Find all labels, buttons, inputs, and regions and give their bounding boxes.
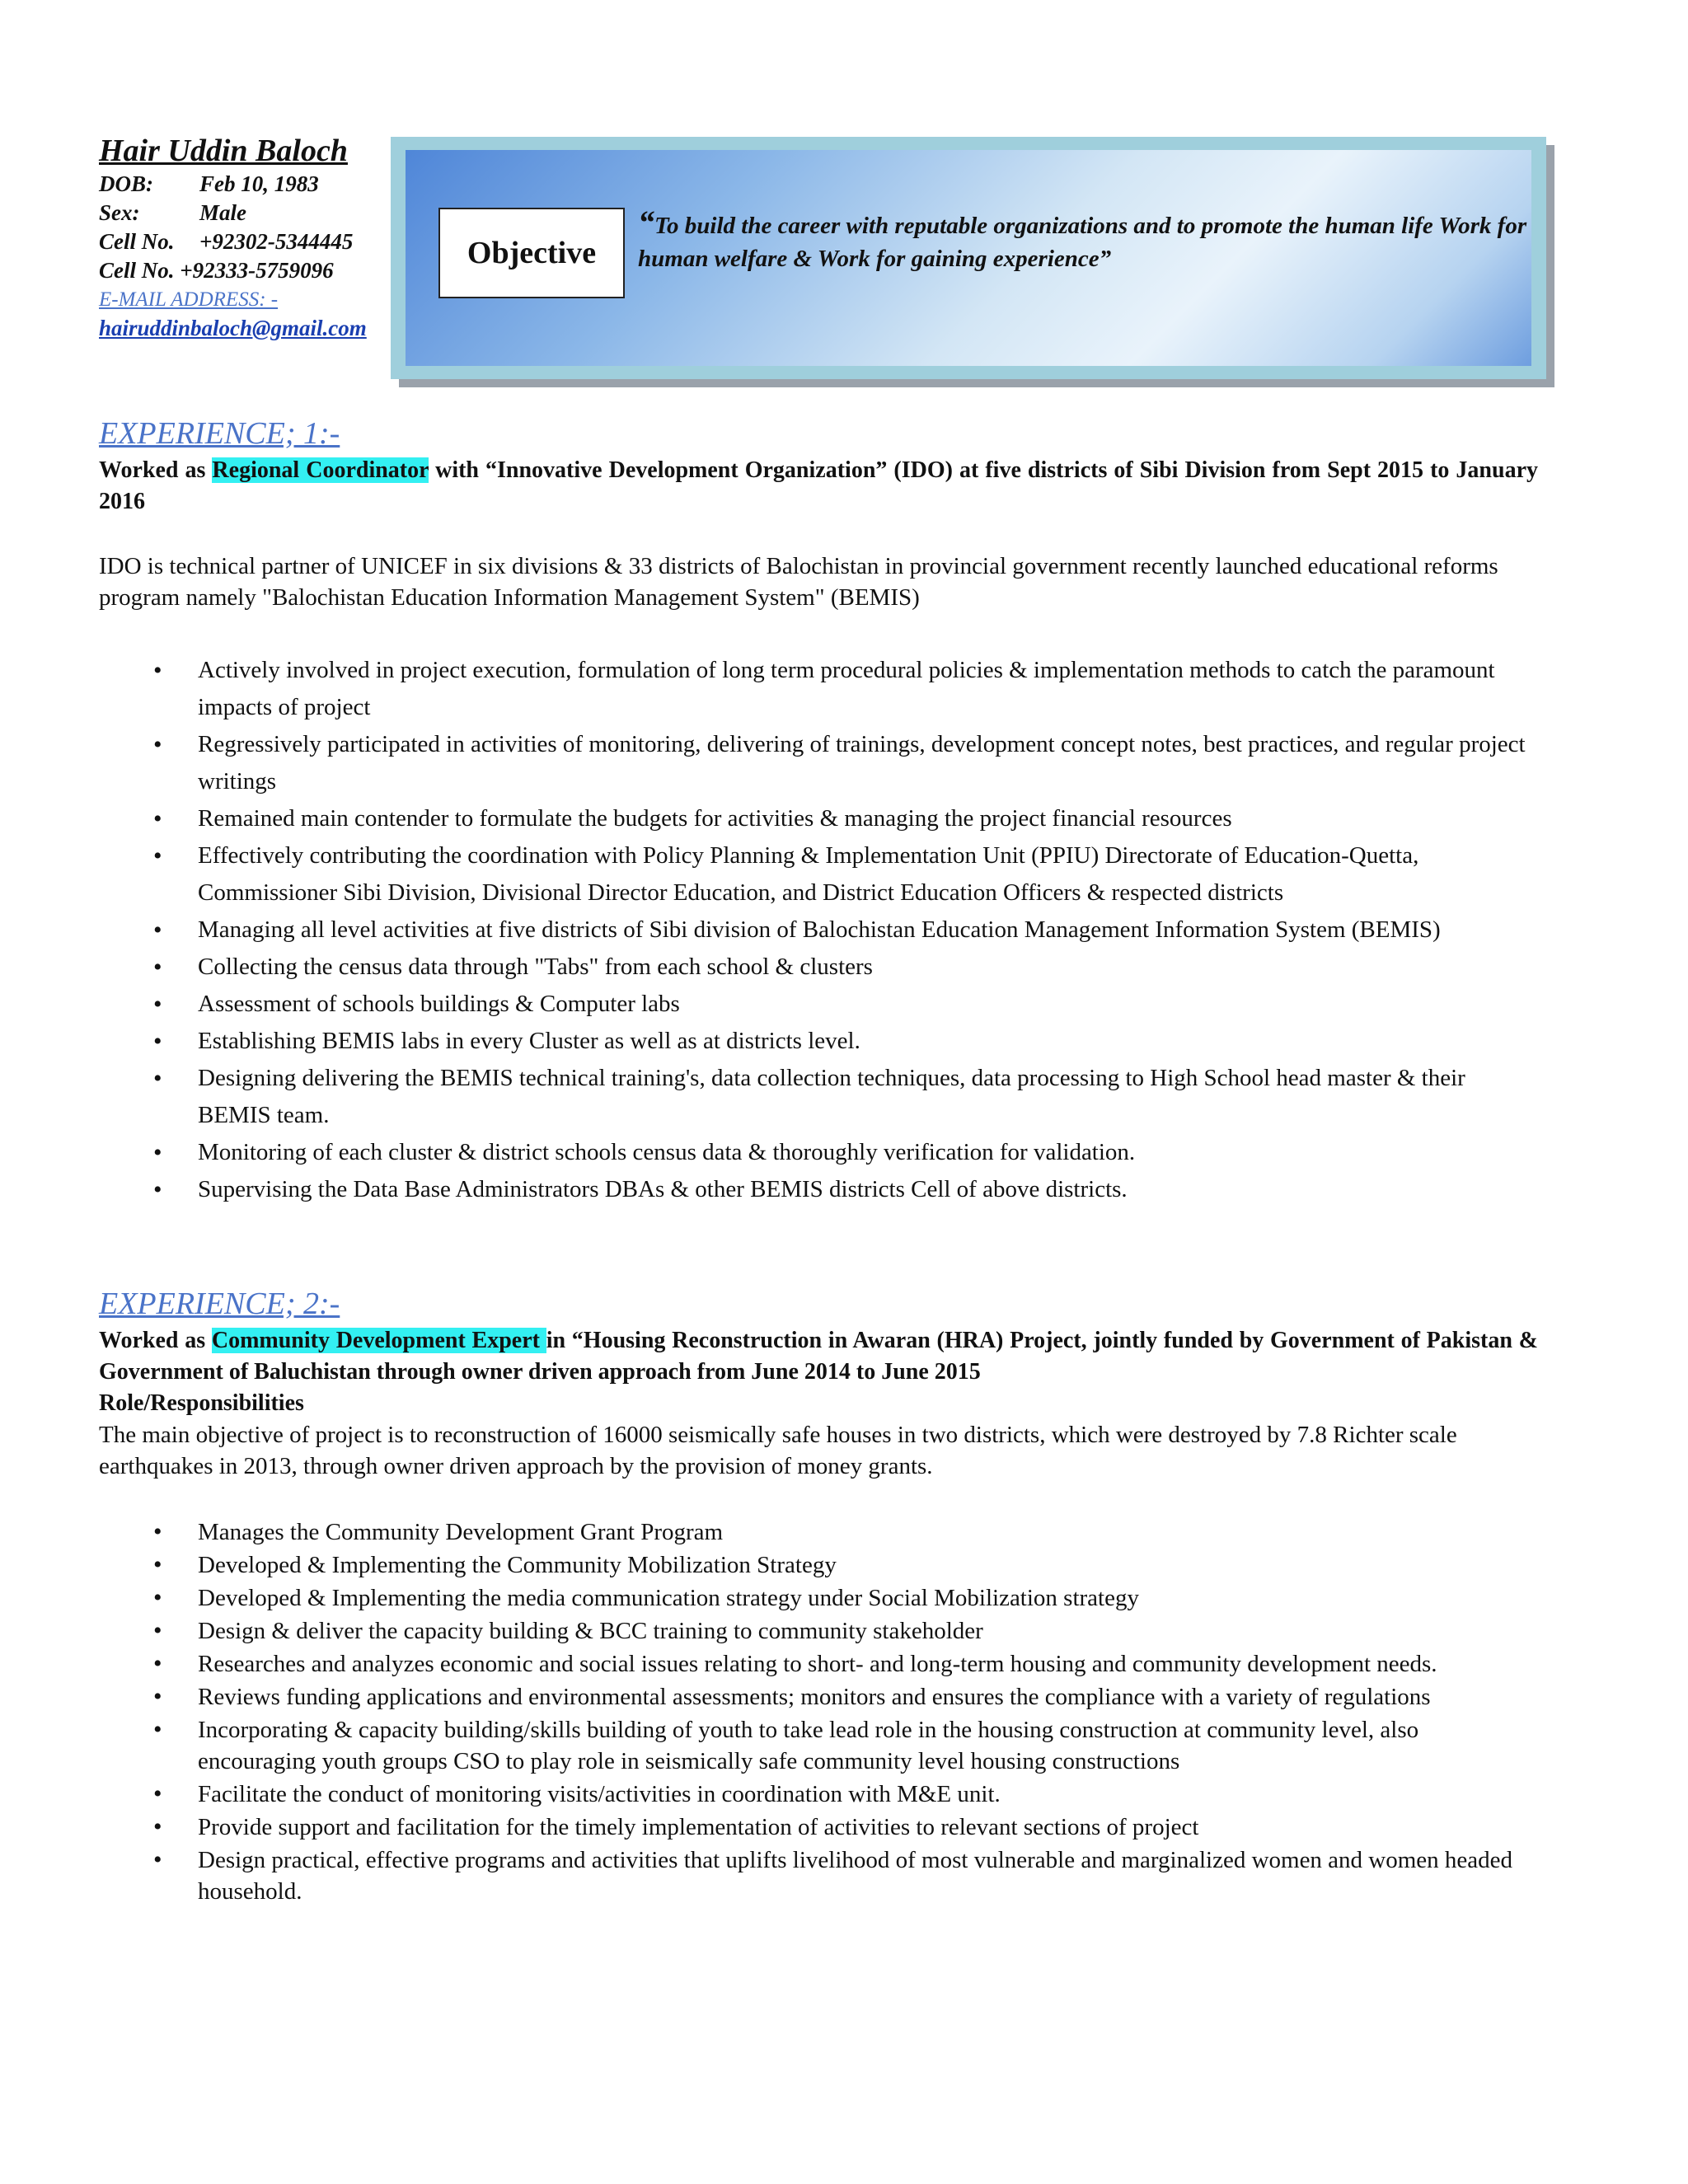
experience-2-role-prefix: Worked as — [99, 1328, 212, 1353]
email-label: E-MAIL ADDRESS: - — [99, 288, 279, 311]
objective-text: To build the career with reputable organizations and to promote the human life Work for human welfare & Work for gaining experience” — [638, 213, 1527, 272]
list-item: • Provide support and facilitation for the timely implementation of activities to relevant sections of project — [99, 1811, 1541, 1843]
experience-2-role — [99, 1325, 1538, 1388]
experience-2-bullets — [99, 1516, 1541, 1909]
experience-2-title: EXPERIENCE; 2:- — [99, 1286, 340, 1321]
list-item: • Design practical, effective programs and activities that uplifts livelihood of most vulnerable and marginalized women and women headed household. — [99, 1844, 1541, 1907]
list-item: • Researches and analyzes economic and social issues relating to short- and long-term housing and community development needs. — [99, 1648, 1541, 1680]
email-link[interactable]: hairuddinbaloch@gmail.com — [99, 316, 367, 340]
list-item: • Reviews funding applications and environmental assessments; monitors and ensures the compliance with a variety of regulations — [99, 1681, 1541, 1713]
cell1-row — [99, 227, 396, 256]
cell1-value: +92302-5344445 — [199, 229, 354, 254]
objective-box — [391, 137, 1546, 379]
list-item: • Regressively participated in activities of monitoring, delivering of trainings, development concept notes, best practices, and regular project writings — [99, 726, 1541, 800]
experience-1-role-prefix: Worked as — [99, 457, 213, 483]
dob-row — [99, 170, 396, 199]
objective-open-quote: “ — [638, 204, 654, 241]
dob-value: Feb 10, 1983 — [199, 171, 319, 196]
list-item: • Remained main contender to formulate the budgets for activities & managing the project financial resources — [99, 800, 1541, 837]
list-item: • Developed & Implementing the media communication strategy under Social Mobilization strategy — [99, 1582, 1541, 1614]
experience-1-role — [99, 455, 1538, 518]
experience-1-intro: IDO is technical partner of UNICEF in six divisions & 33 districts of Balochistan in provincial government recently launched educational reforms program namely "Balochistan Education Information Management System" (BEMIS) — [99, 553, 1498, 611]
objective-statement — [638, 206, 1528, 275]
experience-2-subheading: Role/Responsibilities — [99, 1390, 304, 1416]
list-item: • Manages the Community Development Grant Program — [99, 1516, 1541, 1548]
sex-value: Male — [199, 200, 246, 225]
cell1-label: Cell No. — [99, 229, 175, 254]
experience-1-bullets — [99, 652, 1541, 1208]
sex-row — [99, 199, 396, 227]
experience-2-intro: The main objective of project is to reconstruction of 16000 seismically safe houses in two districts, which were destroyed by 7.8 Richter scale earthquakes in 2013, through owner driven approach by the provision of money grants. — [99, 1422, 1457, 1479]
list-item: • Designing delivering the BEMIS technical training's, data collection techniques, data processing to High School head master & their BEMIS team. — [99, 1060, 1541, 1134]
list-item: • Assessment of schools buildings & Computer labs — [99, 986, 1541, 1023]
list-item: • Design & deliver the capacity building & BCC training to community stakeholder — [99, 1615, 1541, 1647]
list-item: • Developed & Implementing the Community Mobilization Strategy — [99, 1549, 1541, 1581]
objective-label: Objective — [438, 208, 625, 298]
list-item: • Effectively contributing the coordination with Policy Planning & Implementation Unit (PPIU) Directorate of Education-Quetta, Commissioner Sibi Division, Divisional Director Education, and District Education Officers & respected districts — [99, 837, 1541, 912]
experience-1-role-highlight: Regional Coordinator — [212, 457, 429, 483]
cell2-row: Cell No. +92333-5759096 — [99, 258, 334, 283]
experience-1-title: EXPERIENCE; 1:- — [99, 416, 340, 451]
list-item: • Monitoring of each cluster & district schools census data & thoroughly verification for validation. — [99, 1134, 1541, 1171]
list-item: • Facilitate the conduct of monitoring visits/activities in coordination with M&E unit. — [99, 1779, 1541, 1810]
dob-label: DOB: — [99, 171, 153, 196]
objective-gradient-panel — [406, 150, 1531, 366]
list-item: • Actively involved in project execution, formulation of long term procedural policies & implementation methods to catch the paramount impacts of project — [99, 652, 1541, 726]
contact-block — [99, 132, 396, 343]
list-item: • Collecting the census data through "Tabs" from each school & clusters — [99, 949, 1541, 986]
candidate-name: Hair Uddin Baloch — [99, 134, 348, 168]
list-item: • Incorporating & capacity building/skills building of youth to take lead role in the housing construction at community level, also encouraging youth groups CSO to play role in seismically safe community level housing constructions — [99, 1714, 1541, 1777]
list-item: • Establishing BEMIS labs in every Cluster as well as at districts level. — [99, 1023, 1541, 1060]
sex-label: Sex: — [99, 200, 140, 225]
list-item: • Managing all level activities at five districts of Sibi division of Balochistan Education Management Information System (BEMIS) — [99, 912, 1541, 949]
experience-2-role-rest: in “Housing Reconstruction in Awaran (HRA) Project, jointly funded by Government of Pakistan & Government of Baluchistan through owner driven approach from June 2014 to June 2015 — [99, 1328, 1538, 1385]
list-item: • Supervising the Data Base Administrators DBAs & other BEMIS districts Cell of above districts. — [99, 1171, 1541, 1208]
experience-2-role-highlight: Community Development Expert — [211, 1328, 546, 1353]
experience-1-role-rest: with “Innovative Development Organization” (IDO) at five districts of Sibi Division from Sept 2015 to January 2016 — [99, 457, 1539, 514]
